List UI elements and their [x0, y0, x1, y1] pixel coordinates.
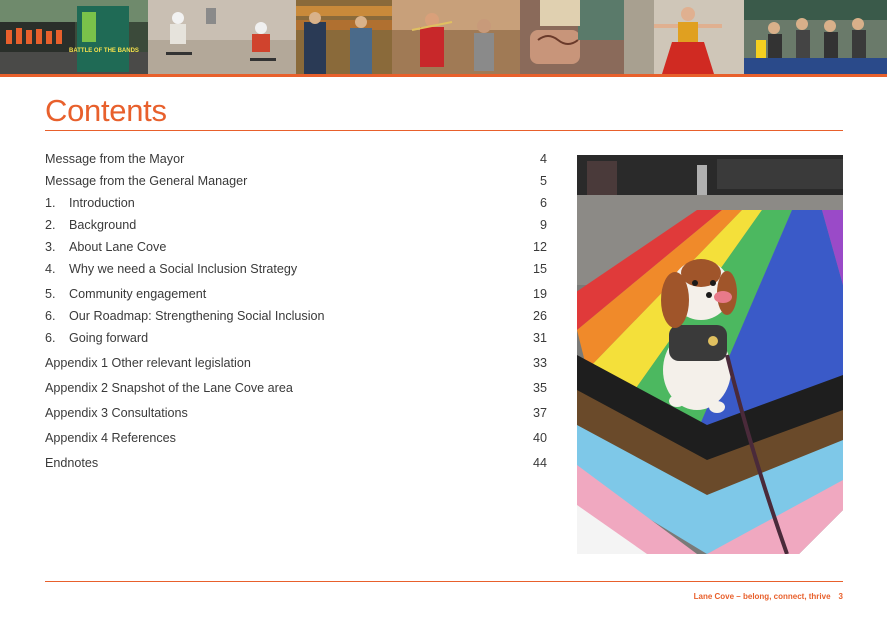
footer-page-number: 3: [838, 592, 843, 601]
page-footer: [686, 592, 843, 601]
toc-entry-page-number: 26: [532, 309, 547, 323]
toc-entry-label: Community engagement: [69, 287, 207, 301]
toc-entry[interactable]: [45, 329, 547, 347]
banner-photo-community-stall: [744, 0, 887, 74]
toc-entry-label: Appendix 2 Snapshot of the Lane Cove area: [45, 381, 293, 395]
toc-entry-label: Our Roadmap: Strengthening Social Inclusion: [69, 309, 325, 323]
toc-entry[interactable]: [45, 307, 547, 325]
toc-entry[interactable]: [45, 172, 547, 190]
footer-divider: [45, 581, 843, 582]
page-title: Contents: [45, 93, 167, 128]
header-photo-banner: [0, 0, 887, 74]
toc-entry[interactable]: [45, 194, 547, 212]
toc-entry-label: Appendix 3 Consultations: [45, 406, 188, 420]
toc-entry-page-number: 12: [532, 240, 547, 254]
photo-dog-on-rainbow-crossing: [577, 155, 843, 554]
toc-entry-page-number: 9: [539, 218, 547, 232]
toc-entry-label: Going forward: [69, 331, 149, 345]
toc-entry-page-number: 5: [539, 174, 547, 188]
toc-entry-number: 3.: [45, 240, 56, 254]
toc-entry-label: Background: [69, 218, 137, 232]
toc-entry-page-number: 35: [532, 381, 547, 395]
toc-entry-label: Why we need a Social Inclusion Strategy: [69, 262, 298, 276]
toc-entry[interactable]: [45, 150, 547, 168]
toc-entry[interactable]: [45, 354, 547, 372]
title-divider: [45, 130, 843, 131]
toc-entry-page-number: 6: [539, 196, 547, 210]
toc-entry[interactable]: [45, 404, 547, 422]
toc-entry-page-number: 44: [532, 456, 547, 470]
toc-entry-label: Endnotes: [45, 456, 99, 470]
banner-photo-flute-performer: [392, 0, 520, 74]
poster-text: BATTLE OF THE BANDS: [69, 48, 139, 54]
toc-entry-page-number: 15: [532, 262, 547, 276]
toc-entry-label: Message from the Mayor: [45, 152, 185, 166]
banner-photo-henna-art: [520, 0, 624, 74]
toc-entry-number: 6.: [45, 309, 56, 323]
toc-entry-number: 4.: [45, 262, 56, 276]
banner-photo-library: [296, 0, 392, 74]
banner-photo-skaters: [148, 0, 296, 74]
toc-entry[interactable]: [45, 238, 547, 256]
toc-entry[interactable]: [45, 454, 547, 472]
toc-entry-label: Message from the General Manager: [45, 174, 248, 188]
toc-entry[interactable]: [45, 260, 547, 278]
toc-entry-label: Appendix 1 Other relevant legislation: [45, 356, 251, 370]
toc-entry-number: 2.: [45, 218, 56, 232]
toc-entry[interactable]: [45, 429, 547, 447]
toc-entry[interactable]: [45, 379, 547, 397]
toc-entry-page-number: 40: [532, 431, 547, 445]
toc-entry-number: 1.: [45, 196, 56, 210]
toc-entry[interactable]: [45, 216, 547, 234]
banner-photo-stage-performance: [0, 0, 148, 74]
toc-entry-label: Introduction: [69, 196, 135, 210]
toc-entry-page-number: 33: [532, 356, 547, 370]
toc-entry-label: Appendix 4 References: [45, 431, 176, 445]
toc-entry-page-number: 31: [532, 331, 547, 345]
toc-entry-number: 5.: [45, 287, 56, 301]
toc-entry-label: About Lane Cove: [69, 240, 167, 254]
banner-photo-dancer: [624, 0, 744, 74]
banner-accent-rule: [0, 74, 887, 77]
footer-tagline: Lane Cove – belong, connect, thrive: [693, 592, 831, 601]
toc-entry-number: 6.: [45, 331, 56, 345]
toc-entry-page-number: 19: [532, 287, 547, 301]
toc-entry[interactable]: [45, 285, 547, 303]
toc-entry-page-number: 37: [532, 406, 547, 420]
toc-entry-page-number: 4: [539, 152, 547, 166]
